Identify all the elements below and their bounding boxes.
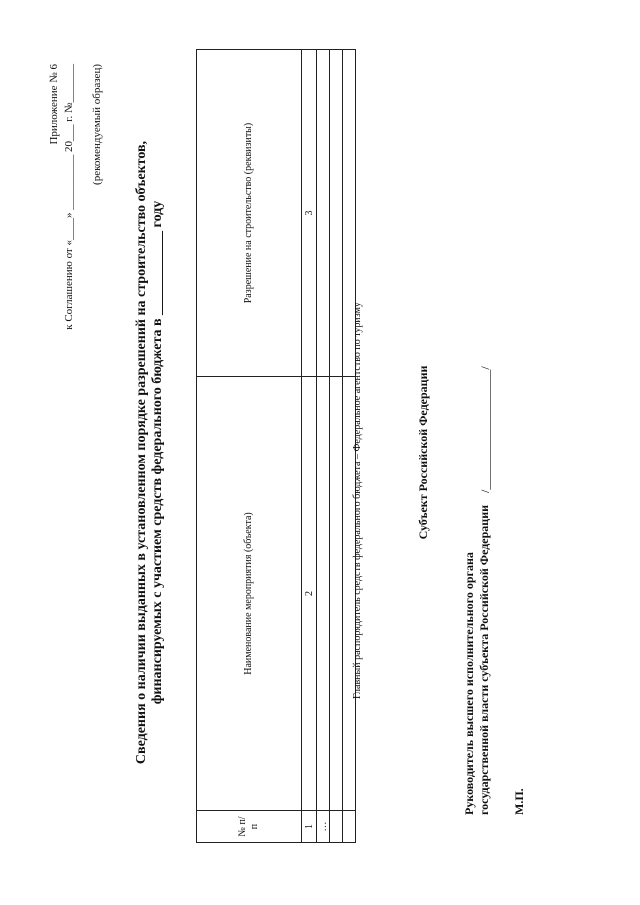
signature-block: [462, 505, 492, 815]
header-object-name: Наименование мероприятия (объекта): [197, 377, 302, 811]
annex-title: Приложение № 6: [48, 64, 60, 145]
table-cell: [317, 50, 330, 377]
signatory-title-line-1: Руководитель высшего исполнительного органа: [462, 552, 476, 815]
heading-line-1: Сведения о наличии выданных в установленном порядке разрешений на строительство объектов,: [134, 140, 149, 765]
table-row: [317, 50, 330, 843]
column-number: 3: [302, 50, 317, 377]
annex-recommended: (рекомендуемый образец): [91, 64, 103, 185]
table-header-row: [197, 50, 302, 843]
table-cell: [330, 811, 343, 843]
signature-line: /____________________/: [478, 366, 492, 493]
column-number: 1: [302, 811, 317, 843]
table-cell: [330, 50, 343, 377]
subject-label: Субъект Российской Федерации: [416, 365, 430, 540]
column-number-row: [302, 50, 317, 843]
table-row: [330, 50, 343, 843]
annex-agreement-line: к Соглашению от «____» __________ 20___ г. №_______: [63, 64, 75, 330]
header-permit: Разрешение на строительство (реквизиты): [197, 50, 302, 377]
heading-line-2: финансируемых с участием средств федерального бюджета в ____________ году: [150, 200, 165, 705]
table-cell: …: [317, 811, 330, 843]
budget-manager-note: Главный распорядитель средств федерального бюджета – Федеральное агентство по туризму: [352, 302, 363, 699]
permits-table: [196, 49, 356, 843]
table-cell: [317, 377, 330, 811]
table-cell: [330, 377, 343, 811]
table-cell: [343, 811, 356, 843]
document-heading: [134, 0, 166, 905]
stamp-label: М.П.: [512, 788, 526, 815]
header-number: № п/п: [197, 811, 302, 843]
column-number: 2: [302, 377, 317, 811]
annex-block: [48, 64, 103, 330]
signatory-title-line-2: государственной власти субъекта Российской Федерации: [477, 504, 491, 815]
